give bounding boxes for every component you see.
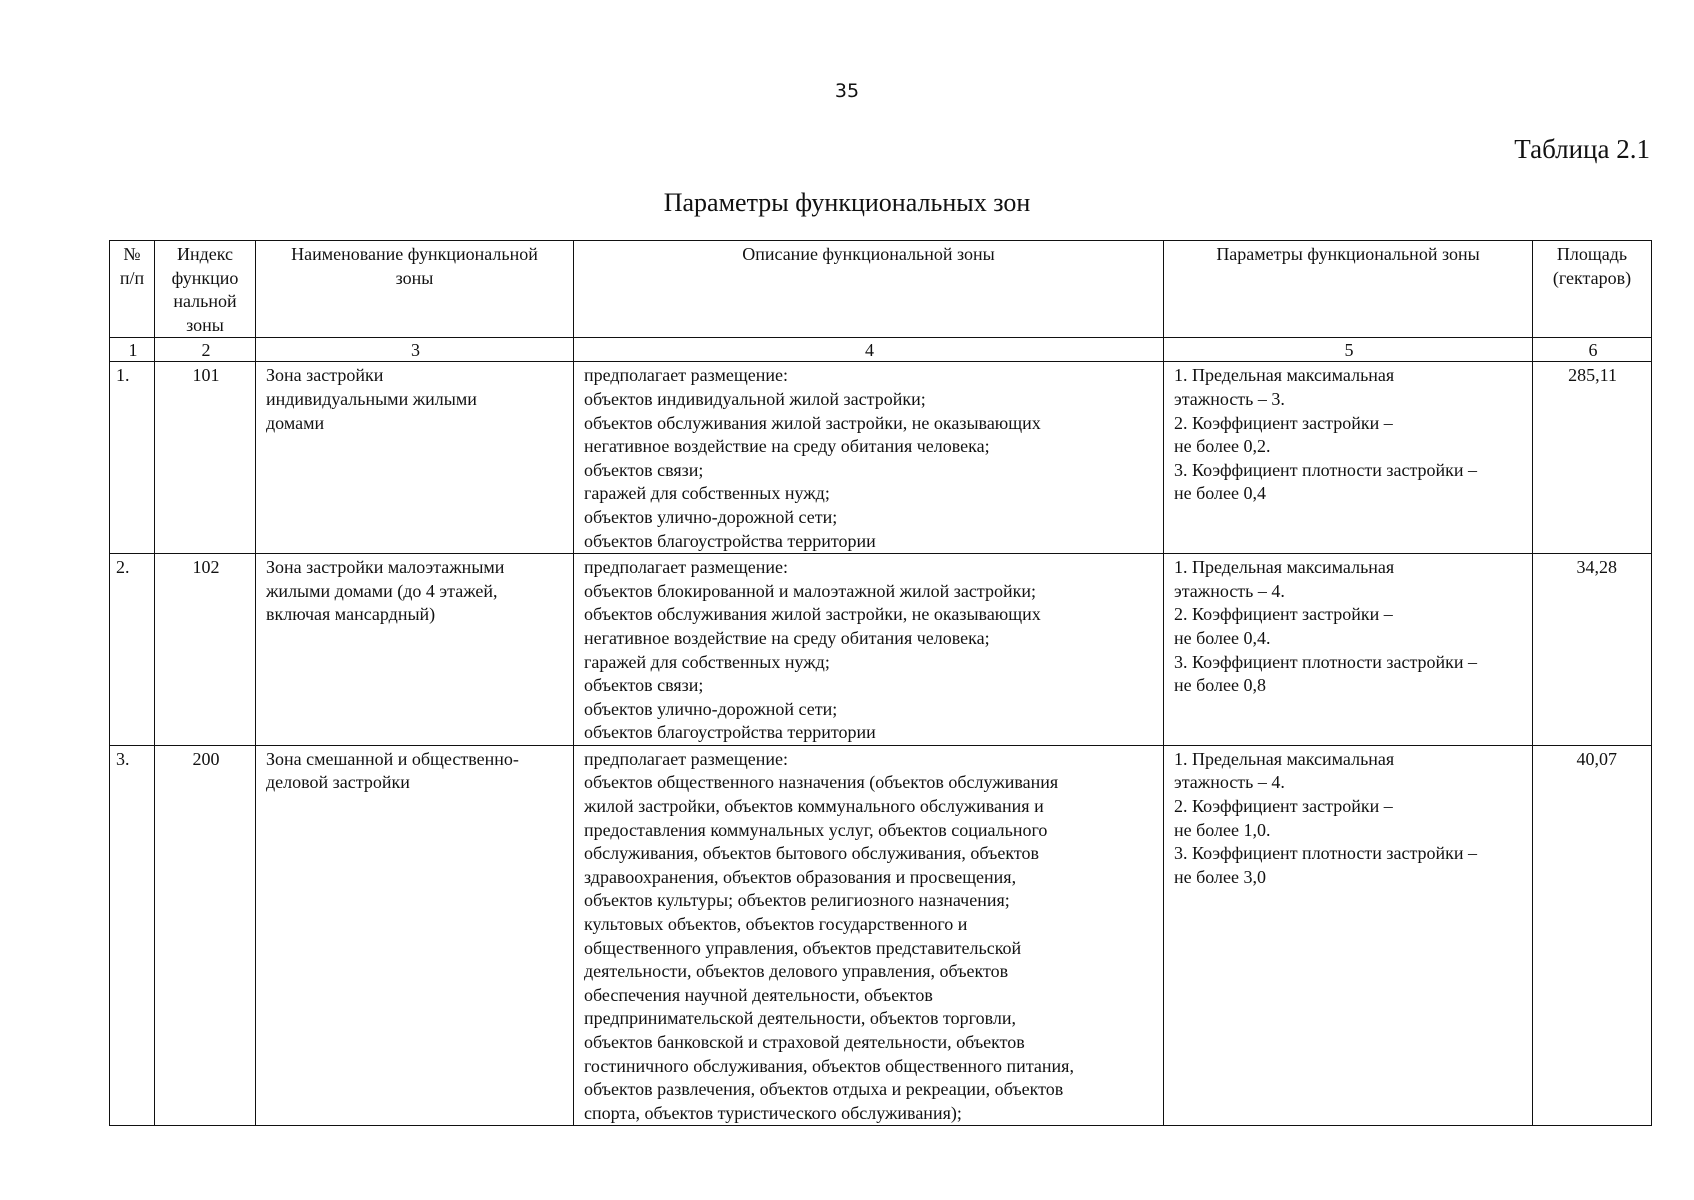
page-number: 35 — [834, 80, 860, 102]
cell-text-line: не более 0,4. — [1174, 627, 1271, 648]
cell-text-line: включая мансардный) — [266, 604, 436, 625]
cell-text-line: не более 1,0. — [1174, 819, 1271, 840]
column-number: 3 — [256, 338, 574, 362]
cell-text-line: деловой застройки — [266, 772, 410, 793]
cell-zone-parameters — [1164, 554, 1533, 746]
header-cell-index: Индекс функцио нальной зоны — [155, 241, 256, 338]
header-row — [110, 241, 1652, 338]
column-number: 5 — [1164, 338, 1533, 362]
table-row — [110, 745, 1652, 1126]
cell-text-line: предполагает размещение: — [584, 748, 788, 769]
table-row — [110, 554, 1652, 746]
cell-row-number: 2. — [110, 554, 155, 746]
cell-text-line: предполагает размещение: — [584, 365, 788, 386]
cell-text-line: негативное воздействие на среду обитания человека; — [584, 627, 990, 648]
column-number: 4 — [574, 338, 1164, 362]
cell-text-line: объектов улично-дорожной сети; — [584, 506, 838, 527]
cell-zone-description — [574, 362, 1164, 554]
cell-text-line: объектов обслуживания жилой застройки, не оказывающих — [584, 604, 1041, 625]
cell-text-line: объектов культуры; объектов религиозного назначения; — [584, 890, 1010, 911]
cell-zone-area: 285,11 — [1533, 362, 1652, 554]
cell-text-line: гостиничного обслуживания, объектов общественного питания, — [584, 1055, 1074, 1076]
header-cell-name: Наименование функциональной зоны — [256, 241, 574, 338]
cell-text-line: спорта, объектов туристического обслуживания); — [584, 1102, 962, 1123]
cell-zone-parameters — [1164, 362, 1533, 554]
cell-row-number: 3. — [110, 745, 155, 1126]
functional-zones-table — [109, 240, 1652, 1126]
cell-text-line: 2. Коэффициент застройки – — [1174, 412, 1393, 433]
cell-text-line: не более 0,4 — [1174, 483, 1267, 504]
cell-text-line: объектов связи; — [584, 459, 704, 480]
cell-zone-index: 101 — [155, 362, 256, 554]
header-cell-num: № п/п — [110, 241, 155, 338]
cell-text-line: домами — [266, 412, 325, 433]
table-row — [110, 362, 1652, 554]
cell-text-line: 1. Предельная максимальная — [1174, 365, 1395, 386]
column-number: 2 — [155, 338, 256, 362]
cell-text-line: не более 0,2. — [1174, 436, 1271, 457]
cell-text-line: 3. Коэффициент плотности застройки – — [1174, 843, 1478, 864]
cell-text-line: деятельности, объектов делового управления, объектов — [584, 961, 1009, 982]
cell-text-line: объектов блокированной и малоэтажной жилой застройки; — [584, 580, 1036, 601]
cell-text-line: индивидуальными жилыми — [266, 388, 477, 409]
document-title: Параметры функциональных зон — [663, 188, 1031, 217]
cell-text-line: объектов общественного назначения (объектов обслуживания — [584, 772, 1059, 793]
cell-text-line: гаражей для собственных нужд; — [584, 483, 830, 504]
cell-text-line: обслуживания, объектов бытового обслуживания, объектов — [584, 843, 1039, 864]
header-cell-description: Описание функциональной зоны — [574, 241, 1164, 338]
cell-zone-name — [256, 362, 574, 554]
cell-text-line: не более 3,0 — [1174, 866, 1267, 887]
cell-zone-name — [256, 554, 574, 746]
cell-text-line: Зона смешанной и общественно- — [266, 748, 519, 769]
cell-zone-parameters — [1164, 745, 1533, 1126]
cell-text-line: не более 0,8 — [1174, 675, 1267, 696]
cell-text-line: объектов улично-дорожной сети; — [584, 698, 838, 719]
cell-text-line: обеспечения научной деятельности, объектов — [584, 984, 933, 1005]
header-cell-area: Площадь (гектаров) — [1533, 241, 1652, 338]
cell-text-line: 1. Предельная максимальная — [1174, 748, 1395, 769]
zone-rows — [110, 362, 1652, 1126]
cell-text-line: этажность – 4. — [1174, 580, 1285, 601]
cell-text-line: объектов связи; — [584, 675, 704, 696]
table-label: Таблица 2.1 — [1514, 134, 1650, 164]
cell-text-line: жилыми домами (до 4 этажей, — [266, 580, 498, 601]
cell-text-line: объектов обслуживания жилой застройки, не оказывающих — [584, 412, 1041, 433]
cell-text-line: объектов развлечения, объектов отдыха и рекреации, объектов — [584, 1079, 1064, 1100]
cell-zone-area: 40,07 — [1533, 745, 1652, 1126]
cell-zone-index: 200 — [155, 745, 256, 1126]
cell-text-line: 3. Коэффициент плотности застройки – — [1174, 459, 1478, 480]
cell-text-line: предоставления коммунальных услуг, объектов социального — [584, 819, 1048, 840]
cell-text-line: здравоохранения, объектов образования и просвещения, — [584, 866, 1017, 887]
cell-text-line: предполагает размещение: — [584, 557, 788, 578]
cell-text-line: негативное воздействие на среду обитания человека; — [584, 436, 990, 457]
column-number: 6 — [1533, 338, 1652, 362]
cell-zone-description — [574, 745, 1164, 1126]
cell-text-line: этажность – 4. — [1174, 772, 1285, 793]
cell-text-line: общественного управления, объектов представительской — [584, 937, 1022, 958]
cell-text-line: Зона застройки малоэтажными — [266, 557, 505, 578]
cell-row-number: 1. — [110, 362, 155, 554]
cell-text-line: культовых объектов, объектов государственного и — [584, 914, 968, 935]
header-cell-parameters: Параметры функциональной зоны — [1164, 241, 1533, 338]
cell-zone-area: 34,28 — [1533, 554, 1652, 746]
cell-text-line: объектов благоустройства территории — [584, 722, 876, 743]
cell-text-line: объектов индивидуальной жилой застройки; — [584, 388, 926, 409]
column-number-row — [110, 338, 1652, 362]
cell-zone-name — [256, 745, 574, 1126]
cell-text-line: 2. Коэффициент застройки – — [1174, 604, 1393, 625]
cell-zone-index: 102 — [155, 554, 256, 746]
cell-zone-description — [574, 554, 1164, 746]
cell-text-line: гаражей для собственных нужд; — [584, 651, 830, 672]
cell-text-line: 1. Предельная максимальная — [1174, 557, 1395, 578]
cell-text-line: Зона застройки — [266, 365, 384, 386]
cell-text-line: 2. Коэффициент застройки – — [1174, 796, 1393, 817]
cell-text-line: 3. Коэффициент плотности застройки – — [1174, 651, 1478, 672]
cell-text-line: предпринимательской деятельности, объектов торговли, — [584, 1008, 1016, 1029]
column-number: 1 — [110, 338, 155, 362]
cell-text-line: жилой застройки, объектов коммунального обслуживания и — [584, 796, 1044, 817]
cell-text-line: объектов банковской и страховой деятельности, объектов — [584, 1032, 1025, 1052]
cell-text-line: этажность – 3. — [1174, 388, 1285, 409]
cell-text-line: объектов благоустройства территории — [584, 530, 876, 551]
